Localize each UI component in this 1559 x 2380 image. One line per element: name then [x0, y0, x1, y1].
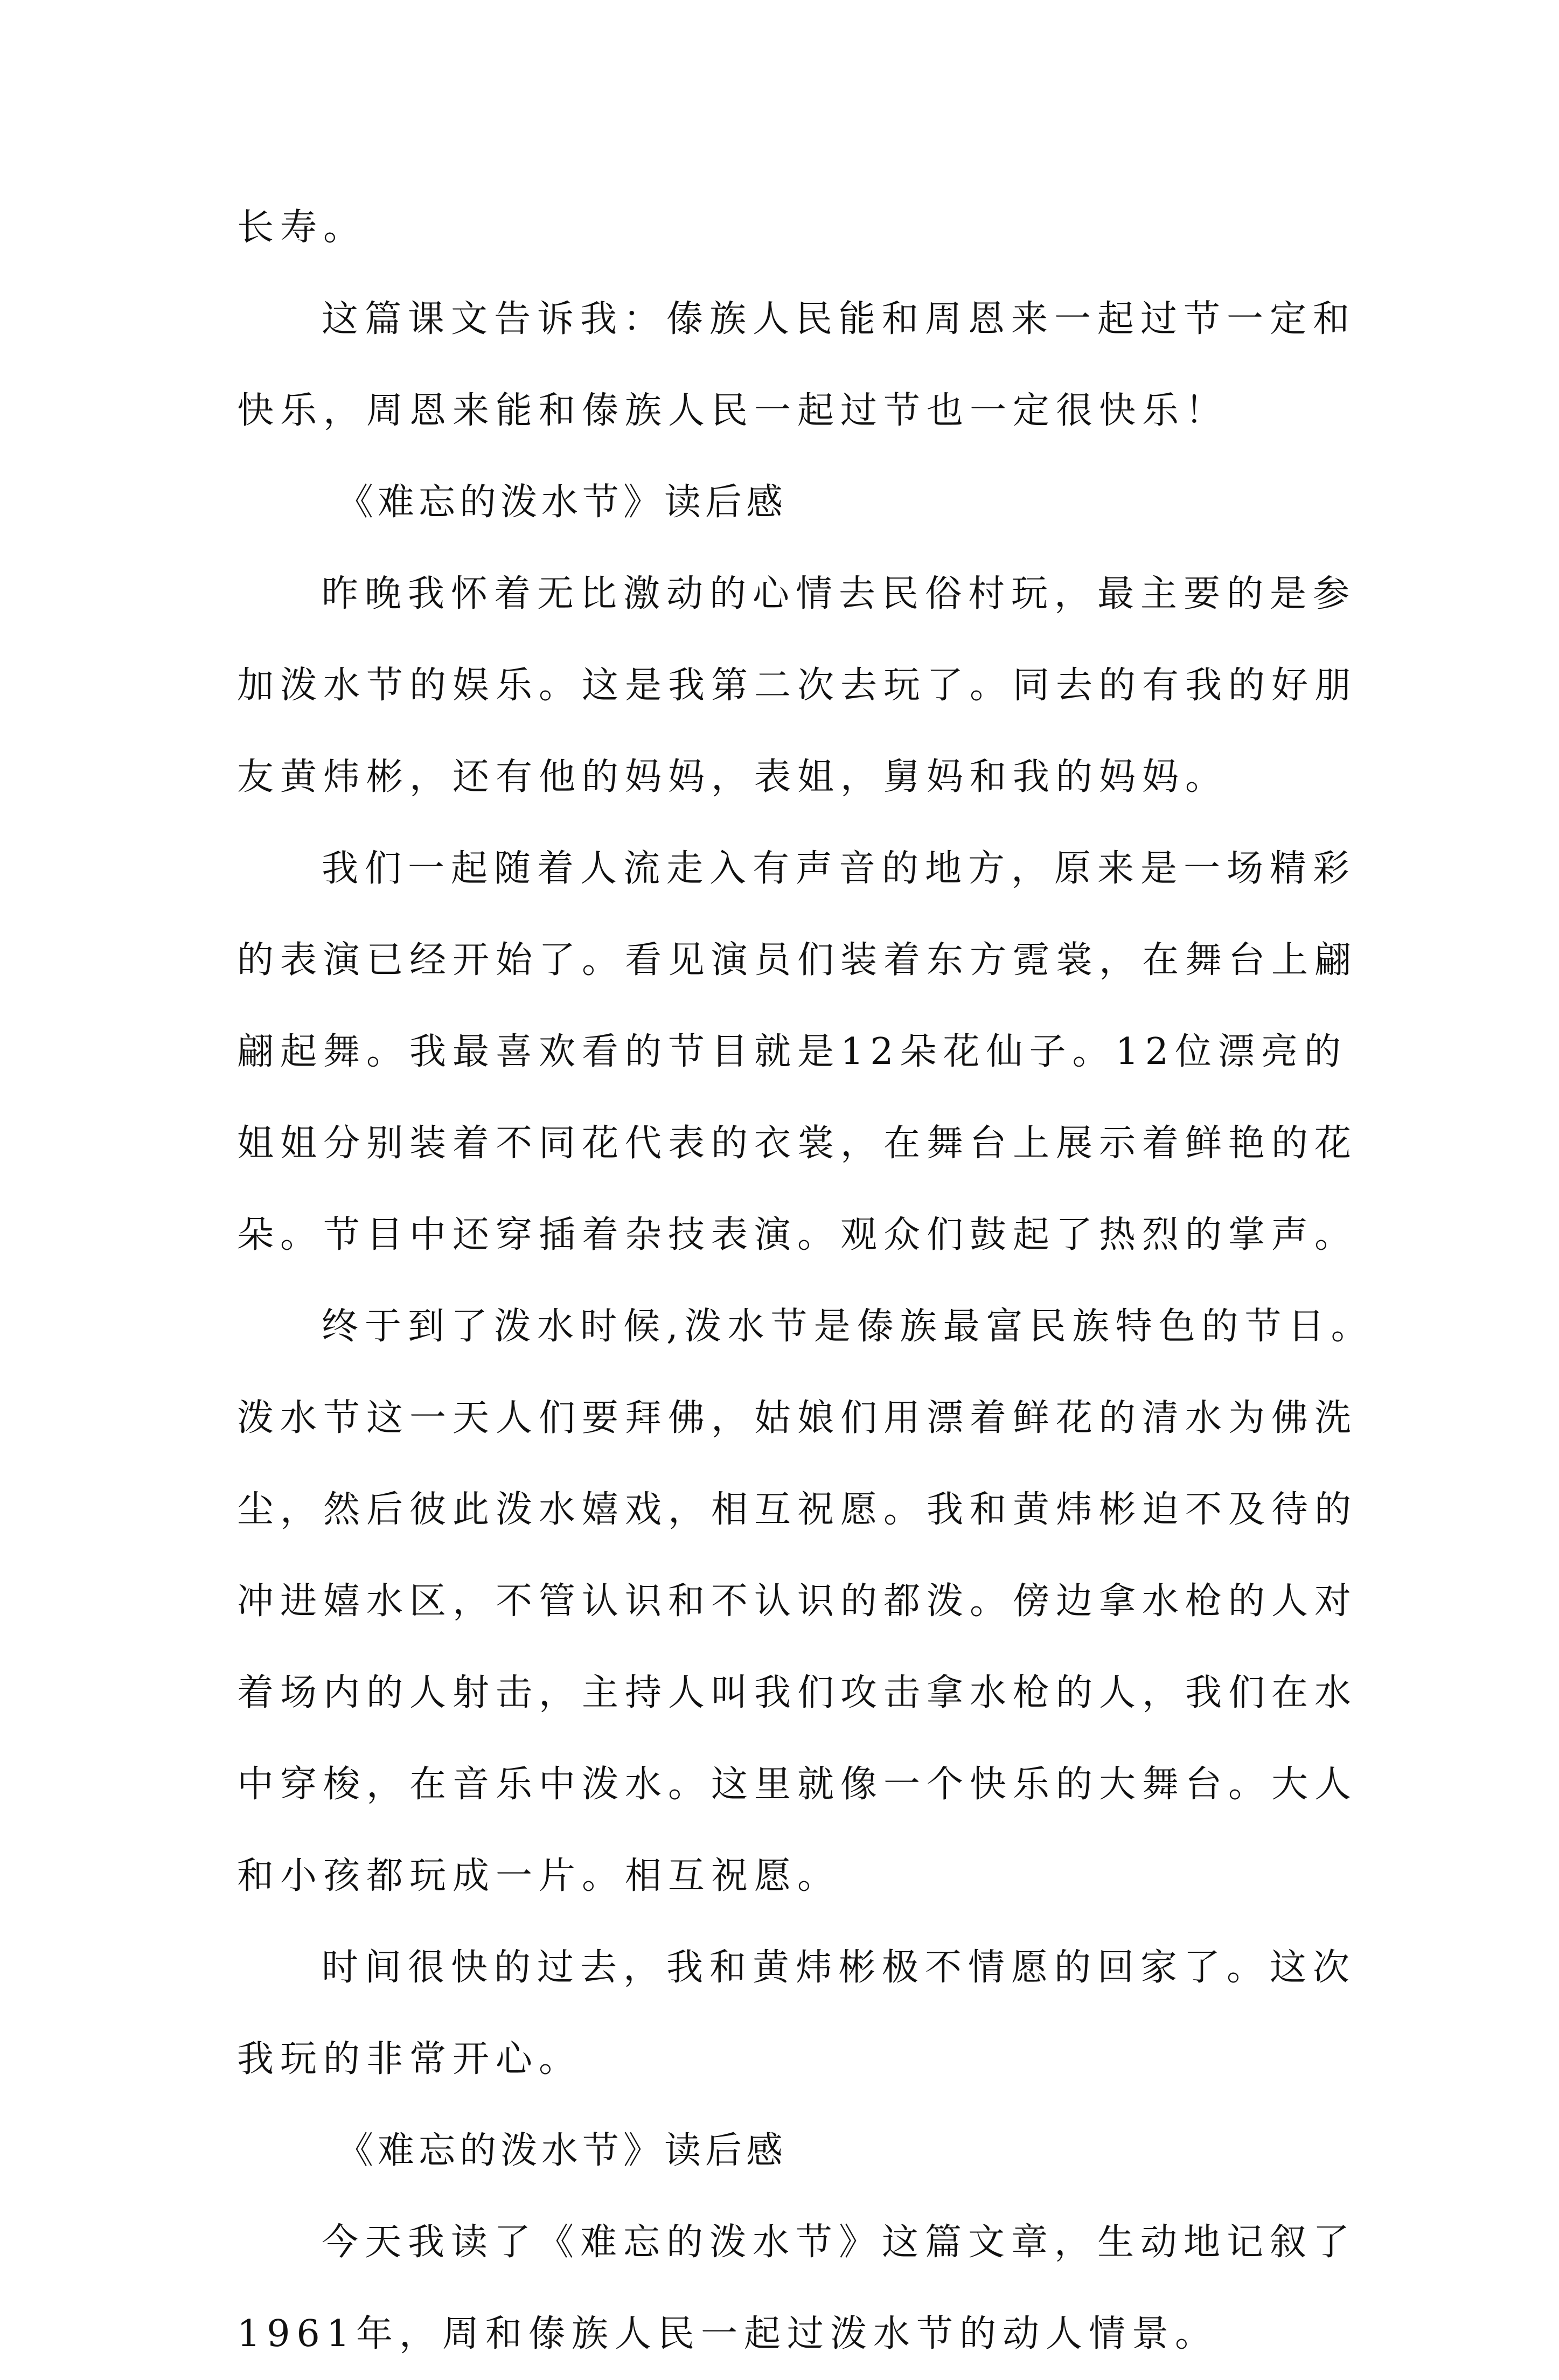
section-title: 《难忘的泼水节》读后感: [337, 481, 788, 524]
text-line: 着场内的人射击，主持人叫我们攻击拿水枪的人，我们在水: [237, 1672, 1358, 1714]
text-line: 加泼水节的娱乐。这是我第二次去玩了。同去的有我的好朋: [237, 664, 1358, 707]
text-line: 时间很快的过去，我和黄炜彬极不情愿的回家了。这次: [322, 1946, 1356, 1989]
text-line: 泼水节这一天人们要拜佛，姑娘们用漂着鲜花的清水为佛洗: [237, 1397, 1358, 1439]
text-line: 快乐，周恩来能和傣族人民一起过节也一定很快乐！: [237, 389, 1229, 432]
text-line: 昨晚我怀着无比激动的心情去民俗村玩，最主要的是参: [322, 573, 1356, 615]
text-line: 友黄炜彬，还有他的妈妈，表姐，舅妈和我的妈妈。: [237, 756, 1229, 798]
text-line: 中穿梭，在音乐中泼水。这里就像一个快乐的大舞台。大人: [237, 1763, 1358, 1806]
text-line: 翩起舞。我最喜欢看的节目就是12朵花仙子。12位漂亮的: [237, 1031, 1348, 1073]
text-line: 朵。节目中还穿插着杂技表演。观众们鼓起了热烈的掌声。: [237, 1214, 1358, 1256]
text-line: 这篇课文告诉我：傣族人民能和周恩来一起过节一定和: [322, 298, 1356, 340]
text-line: 和小孩都玩成一片。相互祝愿。: [237, 1855, 841, 1897]
text-line: 的表演已经开始了。看见演员们装着东方霓裳，在舞台上翩: [237, 939, 1358, 982]
text-line: 冲进嬉水区，不管认识和不认识的都泼。傍边拿水枪的人对: [237, 1580, 1358, 1623]
text-line: 我玩的非常开心。: [237, 2038, 582, 2080]
text-line: 终于到了泼水时候,泼水节是傣族最富民族特色的节日。: [322, 1305, 1374, 1348]
text-line: 尘，然后彼此泼水嬉戏，相互祝愿。我和黄炜彬迫不及待的: [237, 1488, 1358, 1531]
text-line: 姐姐分别装着不同花代表的衣裳，在舞台上展示着鲜艳的花: [237, 1122, 1358, 1165]
text-line: 今天我读了《难忘的泼水节》这篇文章，生动地记叙了: [322, 2221, 1356, 2264]
text-line: 我们一起随着人流走入有声音的地方，原来是一场精彩: [322, 847, 1356, 890]
document-body: [237, 182, 1374, 2380]
text-line: 长寿。: [237, 206, 367, 249]
section-title: 《难忘的泼水节》读后感: [337, 2130, 788, 2172]
text-line: 1961年，周和傣族人民一起过泼水节的动人情景。: [237, 2313, 1219, 2355]
